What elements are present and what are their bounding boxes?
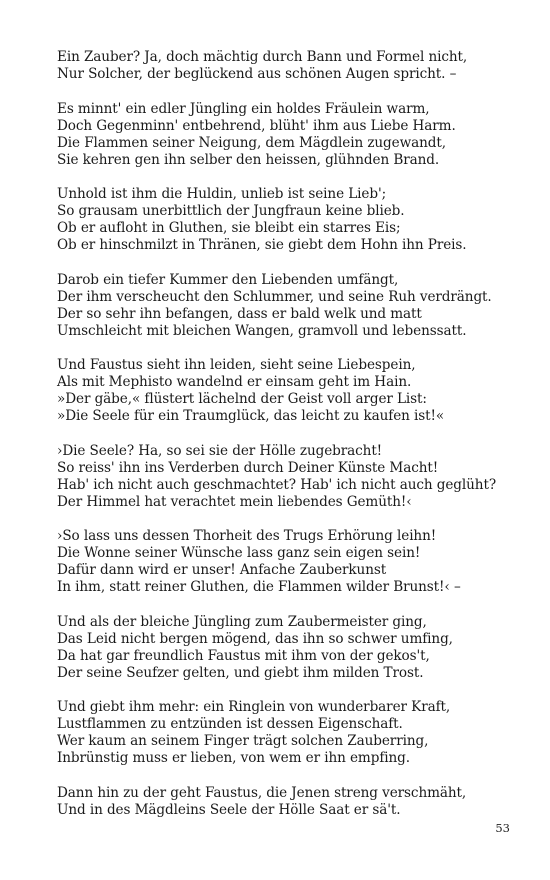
stanza-6 bbox=[57, 443, 527, 511]
verse-line: Inbrünstig muss er lieben, von wem er ihn empfing. bbox=[57, 750, 410, 766]
stanza-3 bbox=[57, 186, 527, 254]
verse-line: Unhold ist ihm die Huldin, unlieb ist seine Lieb'; bbox=[57, 186, 387, 202]
verse-line: Ob er hinschmilzt in Thränen, sie giebt dem Hohn ihn Preis. bbox=[57, 237, 467, 253]
verse-line: So grausam unerbittlich der Jungfraun keine blieb. bbox=[57, 203, 405, 219]
verse-line: Ein Zauber? Ja, doch mächtig durch Bann und Formel nicht, bbox=[57, 49, 468, 65]
verse-line: Doch Gegenminn' entbehrend, blüht' ihm aus Liebe Harm. bbox=[57, 117, 456, 134]
verse-line: Lustflammen zu entzünden ist dessen Eigenschaft. bbox=[57, 716, 403, 732]
verse-line: ›So lass uns dessen Thorheit des Trugs Erhörung leihn! bbox=[57, 528, 437, 544]
verse-line: Die Wonne seiner Wünsche lass ganz sein eigen sein! bbox=[57, 545, 421, 561]
verse-line: Hab' ich nicht auch geschmachtet? Hab' ich nicht auch geglüht? bbox=[57, 476, 497, 493]
stanza-8 bbox=[57, 614, 527, 682]
verse-line: Der Himmel hat verachtet mein liebendes Gemüth!‹ bbox=[57, 493, 412, 510]
stanza-5 bbox=[57, 357, 527, 425]
verse-line: Sie kehren gen ihn selber den heissen, glühnden Brand. bbox=[57, 151, 440, 168]
verse-line: Der seine Seufzer gelten, und giebt ihm milden Trost. bbox=[57, 664, 424, 681]
verse-line: Die Flammen seiner Neigung, dem Mägdlein zugewandt, bbox=[57, 134, 446, 151]
verse-line: Da hat gar freundlich Faustus mit ihm von der gekos't, bbox=[57, 647, 430, 664]
verse-line: »Die Seele für ein Traumglück, das leicht zu kaufen ist!« bbox=[57, 408, 445, 424]
verse-line: Und als der bleiche Jüngling zum Zaubermeister ging, bbox=[57, 613, 427, 630]
stanza-10 bbox=[57, 785, 527, 819]
stanza-2 bbox=[57, 101, 527, 169]
verse-line: In ihm, statt reiner Gluthen, die Flammen wilder Brunst!‹ – bbox=[57, 579, 461, 595]
stanza-9 bbox=[57, 699, 527, 767]
verse-line: Der ihm verscheucht den Schlummer, und seine Ruh verdrängt. bbox=[57, 288, 492, 305]
verse-line: »Der gäbe,« flüstert lächelnd der Geist voll arger List: bbox=[57, 391, 427, 407]
poem-text bbox=[57, 49, 527, 836]
page-number: 53 bbox=[495, 821, 510, 835]
verse-line: Dann hin zu der geht Faustus, die Jenen streng verschmäht, bbox=[57, 784, 467, 801]
verse-line: Nur Solcher, der beglückend aus schönen Augen spricht. – bbox=[57, 66, 457, 82]
verse-line: Der so sehr ihn befangen, dass er bald welk und matt bbox=[57, 305, 422, 322]
verse-line: Ob er aufloht in Gluthen, sie bleibt ein starres Eis; bbox=[57, 220, 401, 236]
stanza-7 bbox=[57, 528, 527, 596]
verse-line: Dafür dann wird er unser! Anfache Zauberkunst bbox=[57, 562, 387, 578]
verse-line: Es minnt' ein edler Jüngling ein holdes Fräulein warm, bbox=[57, 100, 430, 117]
verse-line: Und Faustus sieht ihn leiden, sieht seine Liebespein, bbox=[57, 357, 416, 373]
verse-line: Umschleicht mit bleichen Wangen, gramvoll und lebenssatt. bbox=[57, 322, 467, 339]
verse-line: Und in des Mägdleins Seele der Hölle Saat er sä't. bbox=[57, 801, 401, 818]
verse-line: Wer kaum an seinem Finger trägt solchen Zauberring, bbox=[57, 733, 429, 749]
verse-line: So reiss' ihn ins Verderben durch Deiner Künste Macht! bbox=[57, 459, 439, 476]
verse-line: Und giebt ihm mehr: ein Ringlein von wunderbarer Kraft, bbox=[57, 699, 451, 715]
verse-line: Als mit Mephisto wandelnd er einsam geht im Hain. bbox=[57, 374, 412, 390]
verse-line: ›Die Seele? Ha, so sei sie der Hölle zugebracht! bbox=[57, 442, 383, 459]
stanza-4 bbox=[57, 272, 527, 340]
verse-line: Darob ein tiefer Kummer den Liebenden umfängt, bbox=[57, 271, 399, 288]
verse-line: Das Leid nicht bergen mögend, das ihn so schwer umfing, bbox=[57, 630, 453, 647]
stanza-1 bbox=[57, 49, 527, 83]
